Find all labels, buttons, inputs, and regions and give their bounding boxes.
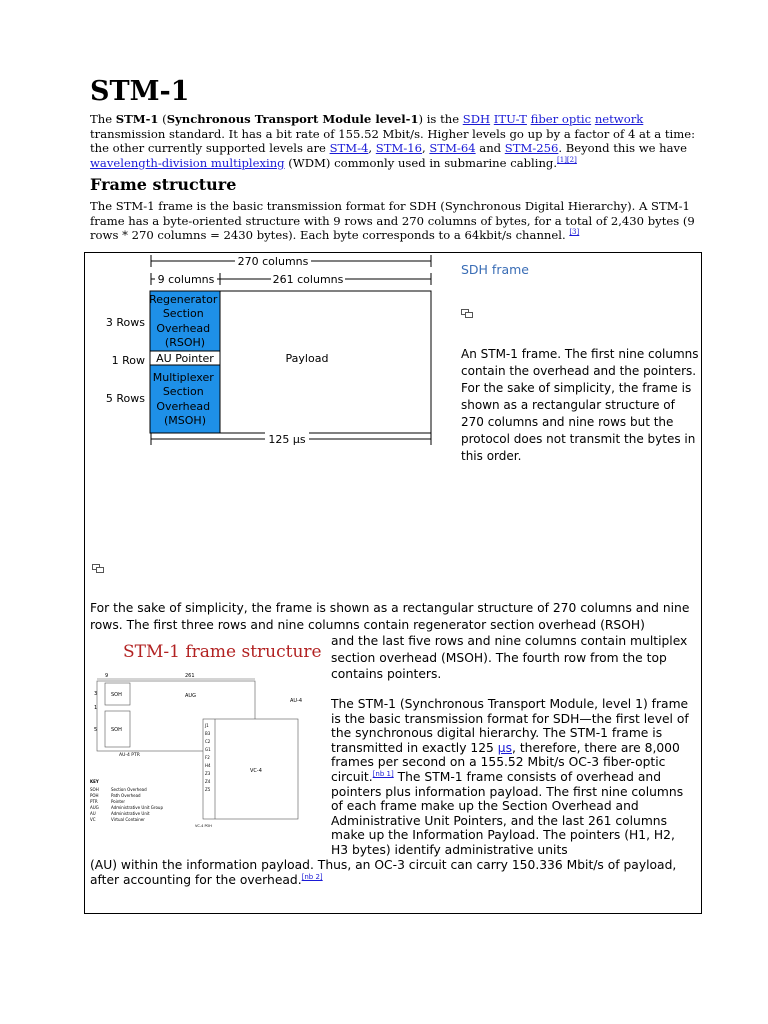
intro-text: ) is the (418, 112, 463, 126)
label-3-rows: 3 Rows (105, 316, 145, 329)
figure2-soh-label: SOH (111, 692, 122, 698)
figure2-au4-label: AU-4 (290, 698, 303, 704)
label-1-row: 1 Row (111, 354, 145, 367)
intro-text: The (90, 112, 116, 126)
key-desc: Virtual Container (111, 817, 145, 822)
link-stm-256[interactable]: STM-256 (504, 141, 559, 155)
link-stm-64[interactable]: STM-64 (429, 141, 476, 155)
figure-box (84, 252, 702, 914)
key-abbr: AU (90, 811, 96, 816)
link-fiber-optic[interactable]: fiber optic (530, 112, 592, 126)
key-abbr: POH (90, 793, 99, 798)
figure2-vc4-poh-label: VC-4 POH (195, 824, 212, 828)
intro-bold-stm1: STM-1 (115, 112, 159, 126)
intro-text: transmission standard. It has a bit rate of 155.52 Mbit/s. Higher levels go up by a factor of 4 at a time: the other currently supported levels are (90, 126, 695, 155)
label-5-rows: 5 Rows (105, 392, 145, 405)
body-paragraph-2-tail (90, 858, 696, 887)
intro-text: , (368, 141, 376, 155)
figure2-soh-label: SOH (111, 727, 122, 733)
sdh-frame-diagram (85, 253, 445, 453)
figure2-side-3: 3 (94, 691, 98, 697)
link-itu-t[interactable]: ITU-T (493, 112, 527, 126)
key-abbr: PTR (90, 799, 98, 804)
poh-byte: Z5 (205, 787, 211, 792)
note-nb-1[interactable]: [nb 1] (372, 769, 394, 778)
figure2-top-261: 261 (185, 673, 195, 679)
ref-1-2[interactable]: [1][2] (557, 155, 577, 164)
frame-paragraph-text: The STM-1 frame is the basic transmission format for SDH (Synchronous Digital Hierarchy). A STM-1 frame has a byte-oriented structure with 9 rows and 270 columns of bytes, for a total of 2,430 bytes (9 rows * 270 columns = 2430 bytes). Each byte corresponds to a 64kbit/s channel. (90, 199, 695, 242)
figure2-aug-label: AUG (185, 693, 196, 699)
figure2-side-5: 5 (94, 727, 98, 733)
para2-text: The STM-1 (Synchronous Transport Module, level 1) frame is the basic transmission format for SDH—the first level of the synchronous digital hierarchy. The STM-1 frame is transmitted in exactly 125 (331, 697, 689, 755)
frame-paragraph (90, 199, 702, 243)
poh-byte: J1 (205, 723, 209, 728)
intro-text: , (422, 141, 430, 155)
figure2-side-1: 1 (94, 705, 98, 711)
rsoh-label: Regenerator Section Overhead (RSOH) (149, 293, 218, 349)
enlarge-icon[interactable] (92, 564, 104, 573)
body-paragraph-1-continued: and the last five rows and nine columns contain multiplex section overhead (MSOH). The fourth row from the top contains pointers. (331, 634, 688, 681)
poh-byte: Z4 (205, 779, 211, 784)
intro-bold-name: Synchronous Transport Module level-1 (166, 112, 419, 126)
key-desc: Pointer (111, 799, 126, 804)
figure2-key (90, 779, 163, 822)
link-sdh[interactable]: SDH (462, 112, 491, 126)
link-stm-4[interactable]: STM-4 (329, 141, 369, 155)
section-heading-frame-structure: Frame structure (90, 175, 237, 194)
key-desc: Section Overhead (111, 787, 147, 792)
caption-title: SDH frame (461, 262, 529, 277)
label-270-columns: 270 columns (237, 255, 309, 268)
figure2-title: STM-1 frame structure (123, 642, 322, 662)
au-pointer-label: AU Pointer (156, 352, 214, 365)
link-microseconds[interactable]: µs (497, 740, 513, 755)
body-paragraph-1: For the sake of simplicity, the frame is shown as a rectangular structure of 270 columns and nine rows. The first three rows and nine columns contain regenerator section overhead (RSOH) (90, 601, 690, 632)
poh-byte: C2 (205, 739, 211, 744)
intro-text: (WDM) commonly used in submarine cabling. (284, 155, 558, 170)
poh-byte: B3 (205, 731, 211, 736)
key-desc: Administrative Unit Group (111, 805, 163, 810)
key-abbr: SOH (90, 787, 99, 792)
link-network[interactable]: network (594, 112, 644, 126)
figure2-au4-ptr: AU-4 PTR (119, 753, 140, 758)
link-wdm[interactable]: wavelength-division multiplexing (90, 155, 285, 170)
link-stm-16[interactable]: STM-16 (375, 141, 423, 155)
intro-text: . Beyond this we have (558, 141, 687, 155)
para2-text: The STM-1 frame consists of overhead and pointers plus information payload. The first nine columns of each frame make up the Section Overhead and Administrative Unit Pointers, and the last 261 columns make up the Information Payload. The pointers (H1, H2, H3 bytes) identify administrative units (331, 769, 684, 857)
poh-byte: H4 (205, 763, 211, 768)
caption-text: An STM-1 frame. The first nine columns contain the overhead and the pointers. For the sake of simplicity, the frame is shown as a rectangular structure of 270 columns and nine rows but the protocol does not transmit the bytes in this order. (461, 347, 699, 463)
note-nb-2[interactable]: [nb 2] (301, 872, 323, 881)
poh-byte: Z3 (205, 771, 211, 776)
body-paragraph-2 (331, 697, 693, 858)
intro-paragraph (90, 112, 702, 170)
key-title: KEY (90, 779, 99, 784)
key-abbr: VC (90, 817, 96, 822)
stm1-frame-structure-figure (85, 637, 330, 837)
para2-text: , therefore, there are 8,000 frames per second on a 155.52 Mbit/s OC-3 fiber-optic circuit. (331, 740, 680, 784)
intro-text: ( (158, 112, 167, 126)
enlarge-icon[interactable] (461, 309, 473, 318)
key-desc: Path Overhead (111, 793, 141, 798)
msoh-label: Multiplexer Section Overhead (MSOH) (152, 371, 214, 427)
key-desc: Administrative Unit (111, 811, 150, 816)
label-125-us: 125 µs (268, 433, 306, 446)
figure2-vc4-label: VC-4 (250, 768, 262, 774)
poh-byte: F2 (205, 755, 210, 760)
label-261-columns: 261 columns (272, 273, 344, 286)
ref-3[interactable]: [3] (569, 228, 580, 237)
page-title: STM-1 (90, 76, 190, 107)
payload-label: Payload (285, 352, 329, 365)
para2-tail-text: (AU) within the information payload. Thus, an OC-3 circuit can carry 150.336 Mbit/s of payload, after accounting for the overhead. (90, 858, 677, 887)
poh-byte: G1 (205, 747, 211, 752)
figure2-top-9: 9 (105, 673, 109, 679)
intro-text: and (475, 141, 505, 155)
label-9-columns: 9 columns (157, 273, 215, 286)
key-abbr: AUG (90, 805, 99, 810)
